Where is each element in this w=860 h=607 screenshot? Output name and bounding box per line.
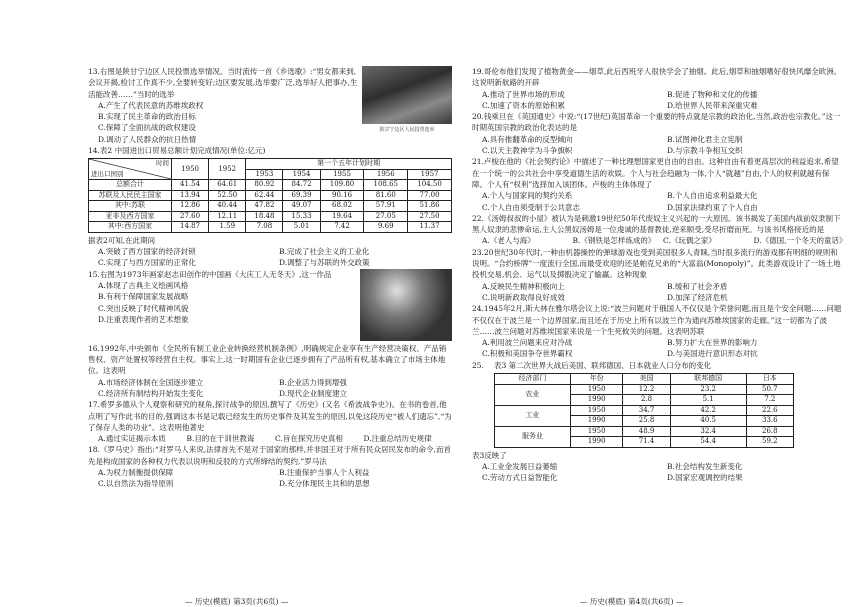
option-d: D.充分体现民主共和的思想	[279, 479, 370, 489]
cell: 40.5	[670, 416, 746, 427]
option-a: A.通过实证揭示本质	[98, 434, 166, 444]
option-b: B.注重保护当事人个人利益	[279, 468, 370, 478]
table-row	[89, 190, 452, 201]
option-a: A.《老人与海》	[482, 236, 535, 246]
cell: 108.65	[364, 180, 408, 191]
option-a: A.具有推翻革命的反型倾向	[482, 134, 573, 144]
table-row	[495, 426, 794, 437]
question-21-stem: 21.卢梭在他的《社会契约论》中描述了一种比理想国家更自由的自由。这种自由有着更高层次的利益追求,希望在一个统一的公共社会中享受道德生活的欢娱。个人与社会趋融为一体,个人“就越”自由,个人的权利就越有保障。个人有“权利”选择加入该团体。卢梭的主体体现了	[472, 157, 839, 189]
option-d: D.现代企业制度建立	[279, 388, 348, 398]
cell: 15.33	[283, 211, 320, 222]
option-a: A.反映民生精神积极向上	[482, 281, 565, 291]
question-16	[88, 343, 452, 399]
year-header: 1957	[408, 169, 452, 180]
cell: 7.08	[246, 222, 283, 233]
photo-caption: 陕甘宁边区人民投票选举	[379, 127, 435, 133]
cell: 59.2	[746, 437, 793, 448]
cell: 84.72	[283, 180, 320, 191]
cell: 19.64	[320, 211, 364, 222]
question-19	[472, 66, 844, 111]
option-c: C.经济所有制结构开始发生变化	[98, 388, 204, 398]
cell: 1.59	[209, 222, 246, 233]
option-a: A.市场经济体制在全国逐步建立	[98, 377, 204, 387]
year-header: 1954	[283, 169, 320, 180]
option-d: D.与宗教斗争相互交织	[667, 146, 743, 156]
cell: 9.69	[364, 222, 408, 233]
question-23	[472, 247, 844, 303]
option-c: C.《玩偶之家》	[663, 236, 716, 246]
year-header: 1952	[209, 159, 246, 180]
cell: 27.05	[364, 211, 408, 222]
right-column	[472, 66, 847, 483]
left-column	[88, 66, 452, 490]
row-label: 苏联及人民民主国家	[89, 190, 172, 201]
cell: 18.48	[246, 211, 283, 222]
option-a: A.个人与国家间的契约关系	[482, 191, 573, 201]
cell: 42.2	[670, 405, 746, 416]
year-header: 1950	[172, 159, 209, 180]
table-3-title: 表3 第二次世界大战后美国、联邦德国、日本就业人口分布的变化	[494, 360, 712, 370]
year-header: 1953	[246, 169, 283, 180]
option-d: D.与美国进行意识形态对抗	[667, 349, 758, 359]
column-header: 经济部门	[495, 374, 571, 385]
cell: 80.92	[246, 180, 283, 191]
question-25-after: 表3反映了	[472, 450, 507, 460]
option-b: B.促进了物种和文化的传播	[667, 89, 758, 99]
option-d: D.注重表现作者的艺术想象	[98, 314, 189, 324]
cell: 27.50	[408, 211, 452, 222]
question-14-after: 据表2可知,在此期间	[88, 235, 156, 245]
cell: 23.2	[670, 384, 746, 395]
row-label: 其中:西方国家	[89, 222, 172, 233]
option-a: A.为权力制衡提供保障	[98, 468, 174, 478]
cell: 34.7	[623, 405, 670, 416]
table-row	[89, 222, 452, 233]
option-a: A.推动了世界市场的形成	[482, 89, 565, 99]
cell: 33.6	[746, 416, 793, 427]
cell: 5.1	[670, 395, 746, 406]
cell: 48.9	[623, 426, 670, 437]
option-b: B.个人自由追求利益最大化	[667, 191, 758, 201]
option-d: D.国家法律约束了个人自由	[667, 202, 758, 212]
sector-label: 工业	[495, 405, 571, 426]
option-b: B.完成了社会主义的工业化	[279, 247, 370, 257]
table-2-title: 14.表2 中国进出口贸易总额计划完成情况(单位:亿元)	[88, 146, 266, 156]
question-18-stem: 18.《罗马史》指出:“对罗马人来说,法律首先不是对于国家的那样,并非国王对于所有民众居民发布的命令,而首先是构成国家的各种权力代表以说明和反驳的方式所缔结的契约,”罗马法	[88, 445, 451, 466]
table-row	[495, 384, 794, 395]
cell: 14.87	[172, 222, 209, 233]
table-row	[495, 405, 794, 416]
cell: 81.60	[364, 190, 408, 201]
sector-label: 农业	[495, 384, 571, 405]
option-d: D.给世界人民带来深重灾难	[667, 100, 758, 110]
question-14	[88, 145, 452, 269]
cell: 47.82	[246, 201, 283, 212]
cell: 26.8	[746, 426, 793, 437]
option-c: C.实现了与西方国家的正常化	[98, 258, 196, 268]
cell: 62.44	[246, 190, 283, 201]
cell: 50.7	[746, 384, 793, 395]
table-row	[89, 211, 452, 222]
cell: 68.02	[320, 201, 364, 212]
cell: 1990	[570, 395, 622, 406]
cell: 40.44	[209, 201, 246, 212]
sector-label: 服务业	[495, 426, 571, 447]
question-16-stem: 16.1992年,中央颁布《全民所有制工业企业转换经营机制条例》,明确规定企业享有生产经营决策权、产品销售权、资产处置权等经营自主权。事实上,这一时期国有企业已逐步拥有了产品所有权,基本确立了市场主体地位。这表明	[88, 343, 447, 376]
cell: 41.54	[172, 180, 209, 191]
cell: 12.2	[623, 384, 670, 395]
option-d: D.调动了人民群众的抗日热情	[98, 134, 197, 144]
question-13	[88, 66, 452, 145]
cell: 22.6	[746, 405, 793, 416]
plan-header: 第一个五年计划时期	[246, 159, 452, 170]
option-a: A.利用波兰问题来应对冷战	[482, 338, 573, 348]
option-b: B.努力扩大在世界的影响力	[667, 338, 758, 348]
cell: 1950	[570, 426, 622, 437]
cell: 57.91	[364, 201, 408, 212]
question-19-stem: 19.哥伦布他们发现了植物黄金——烟草,此后西班牙人很快学会了抽烟。此后,烟草和抽烟嗜好很快风靡全欧洲。这说明新航路的开辟	[472, 67, 842, 88]
cell: 27.60	[172, 211, 209, 222]
option-b: B.企业活力得到增强	[279, 377, 347, 387]
row-label: 其中:苏联	[89, 201, 172, 212]
table-row	[89, 201, 452, 212]
option-a: A.突破了西方国家的经济封锁	[98, 247, 196, 257]
option-b: B.实现了民主革命的政治目标	[98, 112, 196, 122]
question-17-stem: 17.希罗多德从个人观察和研究的视角,探讨战争的原因,撰写了《历史》(又名《希波战争史》)。在书的卷首,他点明了写作此书的目的,强调这本书是记载已经发生的历史事件及其发生的原因,以免这段历史“被人们遗忘”,“为了保存人类的功业”。这表明他著史	[88, 400, 452, 432]
option-b: B.社会结构发生新变化	[667, 461, 743, 471]
question-25-number: 25.	[472, 360, 484, 370]
option-c: C.劳动方式日益智能化	[482, 473, 558, 483]
row-label: 亚非及西方国家	[89, 211, 172, 222]
cell: 11.37	[408, 222, 452, 233]
option-c: C.旨在探究历史真相	[275, 434, 343, 444]
cell: 109.80	[320, 180, 364, 191]
question-13-stem: 13.右图是陕甘宁边区人民投票选举情况。当时流传一首《乡选歌》:“男女都来到,会议开揭,检讨工作真不少,全要转变好;边区要发展,选举要广泛,选举好人把事办,生活能改善……”当时的选举	[88, 67, 358, 99]
cell: 52.50	[209, 190, 246, 201]
option-d: D.《德国,一个冬天的童话》	[753, 236, 847, 246]
column-header: 年份	[570, 374, 622, 385]
corner-bottom: 进出口国别	[91, 169, 124, 178]
cell: 69.39	[283, 190, 320, 201]
option-b: B.目的在于训世教诲	[186, 434, 255, 444]
cell: 13.94	[172, 190, 209, 201]
option-b: B.缓和了社会矛盾	[667, 281, 728, 291]
cell: 12.11	[209, 211, 246, 222]
option-b: B.试图神化君主立宪制	[667, 134, 743, 144]
option-d: D.注重总结历史规律	[363, 434, 432, 444]
question-21	[472, 156, 844, 212]
option-c: C.加速了资本的原始积累	[482, 100, 565, 110]
question-23-stem: 23.20世纪30年代时,一种由机器操控的弹球游戏也受到美国很多人青睐,当时很多流行的游戏都有明细的规则和说明。“合约桥牌”一度流行全国,而最受欢迎的还是帕克兄弟的“大富翁(Monopoly)”。此类游戏设计了一场土地投机交易,机会、运气以及掷骰决定了输赢。这种现象	[472, 247, 841, 280]
cell: 64.61	[209, 180, 246, 191]
cell: 25.8	[623, 416, 670, 427]
page-footer-left: — 历史(模底) 第3页(共6页) —	[185, 597, 289, 606]
row-label: 总额合计	[89, 180, 172, 191]
option-a: A.产生了代表民意的苏维埃政权	[98, 100, 204, 110]
column-header: 联邦德国	[670, 374, 746, 385]
year-header: 1955	[320, 169, 364, 180]
option-c: C.以天主教神学为斗争旗帜	[482, 146, 573, 156]
page-footer-right: — 历史(模底) 第4页(共6页) —	[580, 597, 684, 606]
option-a: A.工业金发展日益萎缩	[482, 461, 558, 471]
painting-image	[360, 269, 452, 341]
year-header: 1956	[364, 169, 408, 180]
cell: 90.16	[320, 190, 364, 201]
question-25	[472, 360, 844, 484]
question-24-stem: 24.1945年2月,斯大林在雅尔塔会议上说:“波兰问题对于俄国人不仅仅是个荣誉问题,而且是个安全问题……问题不仅仅在于波兰是一个边界国家,而且还在于历史上所有以波兰作为通向苏维埃国家的走廊。”这一切都为了波兰……波兰问题对苏维埃国家来说是一个生死攸关的问题。这表明苏联	[472, 304, 842, 336]
cell: 7.2	[746, 395, 793, 406]
cell: 71.4	[623, 437, 670, 448]
option-c: C.突出反映了时代精神风貌	[98, 303, 189, 313]
question-15-stem: 15.右图为1973年画家赵志田创作的中国画《大庆工人无冬天》,这一作品	[88, 269, 332, 279]
question-17	[88, 399, 452, 444]
cell: 54.4	[670, 437, 746, 448]
column-header: 日本	[746, 374, 793, 385]
table-row	[89, 180, 452, 191]
cell: 1950	[570, 405, 622, 416]
question-22	[472, 213, 847, 247]
cell: 5.01	[283, 222, 320, 233]
cell: 12.86	[172, 201, 209, 212]
option-d: D.调整了与苏联的外交政策	[279, 258, 370, 268]
cell: 32.4	[670, 426, 746, 437]
option-c: C.积极和美国争夺世界霸权	[482, 349, 573, 359]
cell: 2.8	[623, 395, 670, 406]
voting-photo	[362, 66, 452, 133]
option-c: C.以自然法为指导原则	[98, 479, 174, 489]
option-a: A.体现了古典主义绘画风格	[98, 281, 189, 291]
column-header: 美国	[623, 374, 670, 385]
employment-table	[494, 373, 794, 448]
option-c: C.说明新政取得良好成效	[482, 292, 565, 302]
cell: 1990	[570, 437, 622, 448]
option-b: B.《钢铁是怎样炼成的》	[572, 236, 656, 246]
question-24	[472, 303, 844, 359]
corner-cell	[89, 159, 172, 180]
option-b: B.有利于保障国家发展战略	[98, 292, 189, 302]
question-22-stem: 22.《汤姆叔叔的小屋》被认为是刺激19世纪50年代废奴主义兴起的一大原因。该书揭发了美国内战前奴隶制下黑人奴隶的悲惨命运,主人公黑奴汤姆是一位虔诚的基督教徒,逆来顺受,受尽折磨而死。与该书风格接近的是	[472, 213, 841, 235]
option-c: C.保障了全面抗战的政权建设	[98, 123, 196, 133]
cell: 77.00	[408, 190, 452, 201]
cell: 104.50	[408, 180, 452, 191]
cell: 1950	[570, 384, 622, 395]
question-18	[88, 444, 452, 489]
option-c: C.个人自由须受制于公共意志	[482, 202, 580, 212]
cell: 1990	[570, 416, 622, 427]
trade-table	[88, 158, 452, 233]
question-15	[88, 269, 452, 325]
cell: 49.07	[283, 201, 320, 212]
cell: 7.42	[320, 222, 364, 233]
question-20	[472, 111, 844, 156]
corner-top: 时间	[156, 159, 169, 168]
question-20-stem: 20.钱乘旦在《英国通史》中说:“(17世纪)英国革命一个重要的特点就是宗教的政治化,当然,政治也宗教化。”这一时期英国宗教的政治化表达的是	[472, 112, 841, 133]
cell: 51.86	[408, 201, 452, 212]
option-d: D.加深了经济危机	[667, 292, 728, 302]
option-d: D.国家宏观调控的结果	[667, 473, 743, 483]
